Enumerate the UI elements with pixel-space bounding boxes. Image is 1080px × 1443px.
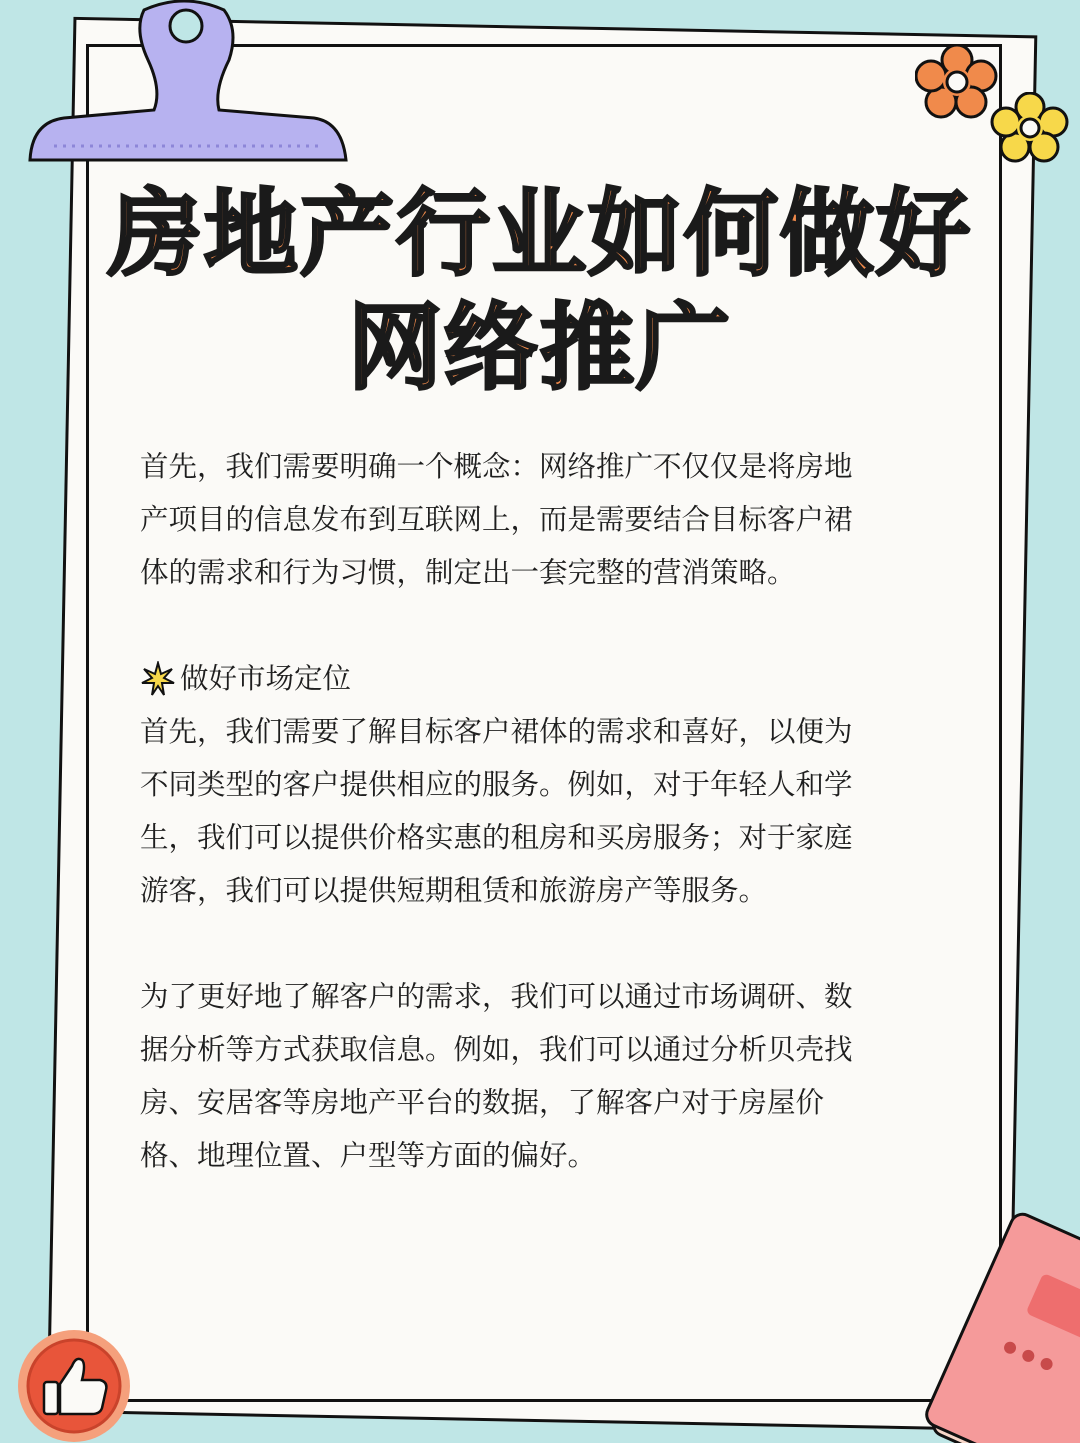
intro-line: 体的需求和行为习惯，制定出一套完整的营消策略。 <box>140 556 796 589</box>
article-body <box>140 440 940 1182</box>
intro-line: 首先，我们需要明确一个概念：网络推广不仅仅是将房地 <box>140 450 853 483</box>
paragraph-line: 据分析等方式获取信息。例如，我们可以通过分析贝壳找 <box>140 1033 853 1066</box>
sparkle-icon <box>140 661 176 697</box>
section-heading-text: 做好市场定位 <box>180 662 352 695</box>
flower-icon <box>915 44 999 120</box>
flower-icon <box>990 92 1070 164</box>
clip-icon <box>24 0 354 170</box>
intro-line: 产项目的信息发布到互联网上，而是需要结合目标客户裙 <box>140 503 853 536</box>
thumbs-up-icon <box>14 1326 134 1443</box>
page-title <box>0 178 1080 406</box>
book-icon <box>900 1210 1080 1443</box>
section-heading <box>140 652 940 705</box>
title-line-1: 房地产行业如何做好 <box>107 180 972 289</box>
paragraph-line: 房、安居客等房地产平台的数据，了解客户对于房屋价 <box>140 1086 825 1119</box>
paragraph-line: 生，我们可以提供价格实惠的租房和买房服务；对于家庭 <box>140 821 853 854</box>
paragraph-line: 游客，我们可以提供短期租赁和旅游房产等服务。 <box>140 874 768 907</box>
paragraph-line: 为了更好地了解客户的需求，我们可以通过市场调研、数 <box>140 980 853 1013</box>
title-line-2: 网络推广 <box>347 294 732 403</box>
paragraph-line: 不同类型的客户提供相应的服务。例如，对于年轻人和学 <box>140 768 853 801</box>
paragraph-line: 格、地理位置、户型等方面的偏好。 <box>140 1139 597 1172</box>
paragraph-line: 首先，我们需要了解目标客户裙体的需求和喜好，以便为 <box>140 715 853 748</box>
